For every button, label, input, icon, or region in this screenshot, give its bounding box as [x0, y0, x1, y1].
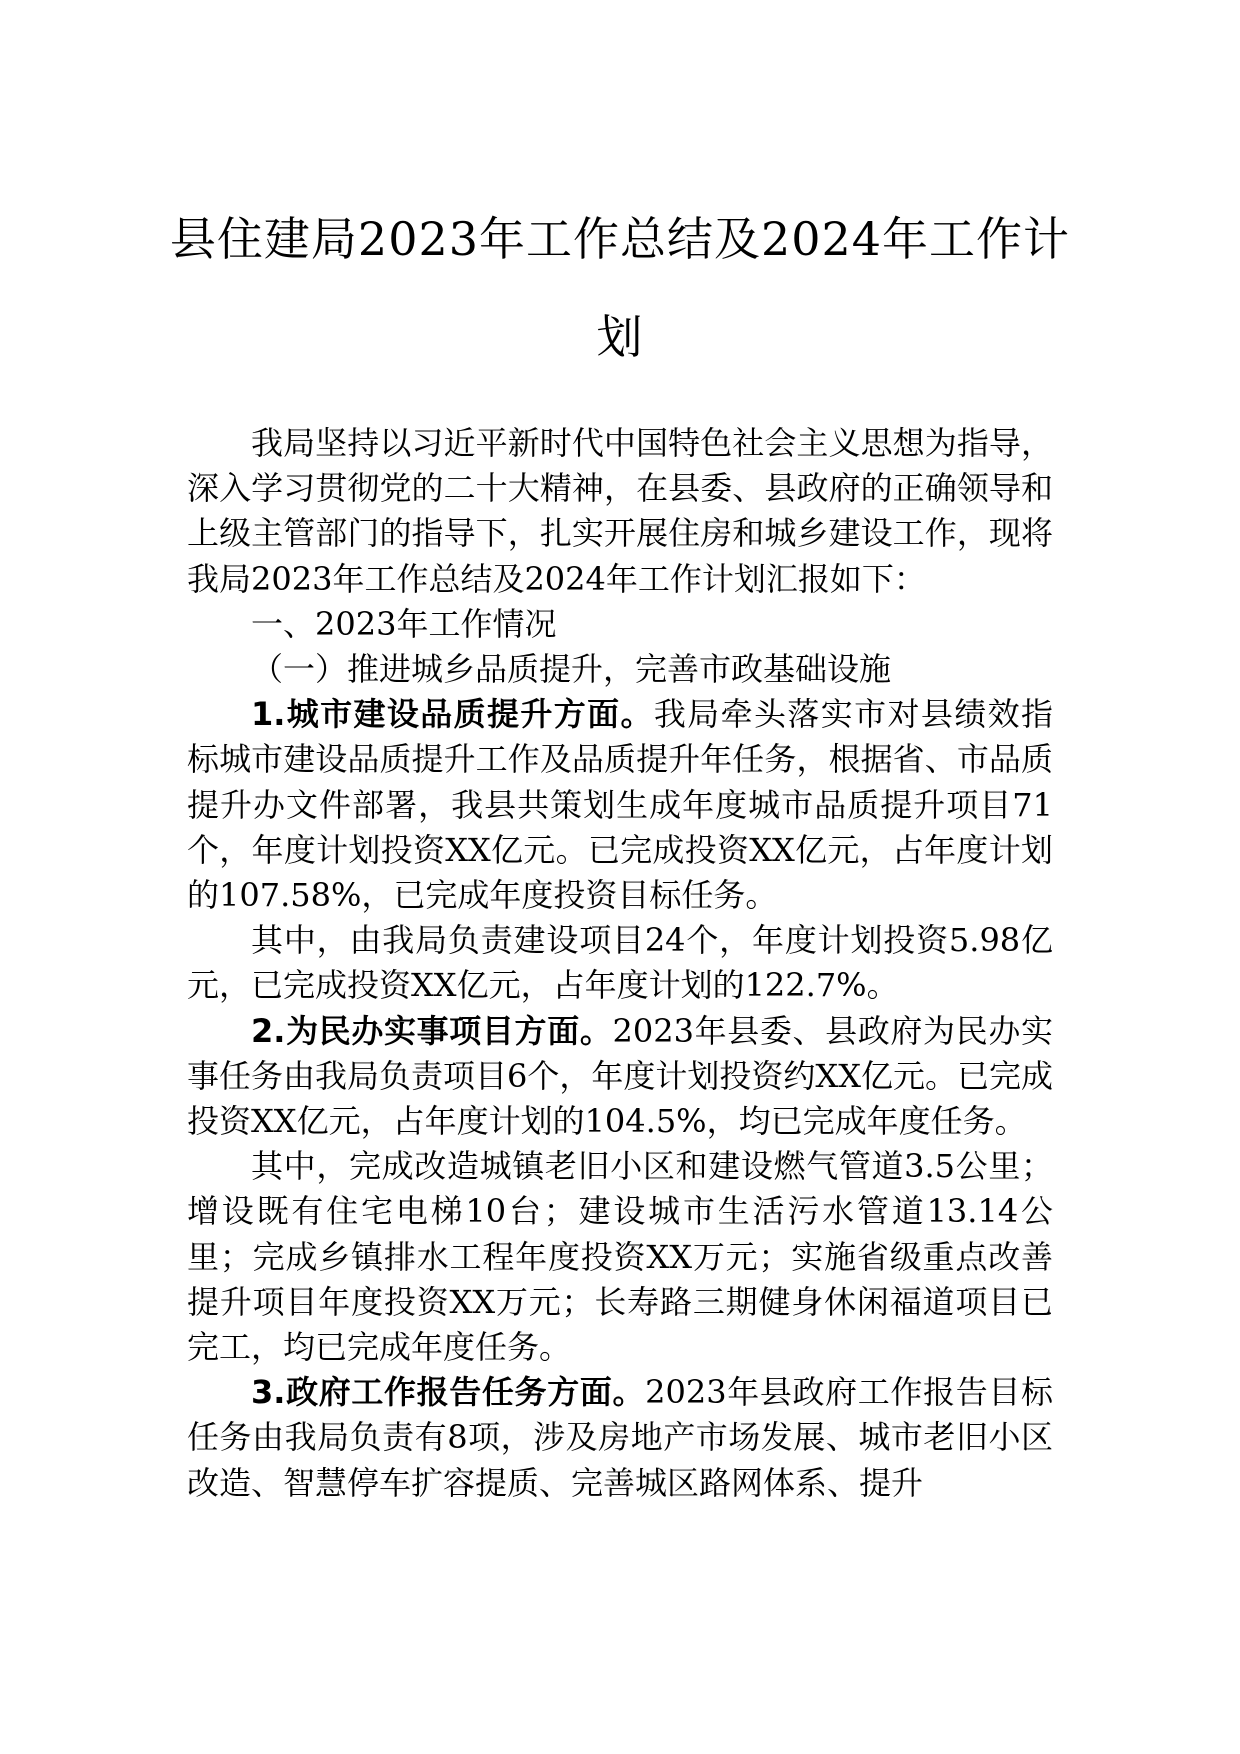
paragraph-item-1	[187, 692, 1053, 918]
document-body	[187, 421, 1053, 1506]
section-heading	[187, 602, 1053, 647]
paragraph-lead: 2.为民办实事项目方面。	[251, 1011, 613, 1050]
paragraph-item-2	[187, 1009, 1053, 1145]
document-title: 县住建局2023年工作总结及2024年工作计划	[169, 212, 1071, 364]
paragraph-text: 我局坚持以习近平新时代中国特色社会主义思想为指导，深入学习贯彻党的二十大精神，在县委、县政府的正确领导和上级主管部门的指导下，扎实开展住房和城乡建设工作，现将我局2023年工作总结及2024年工作计划汇报如下：	[187, 424, 1053, 598]
paragraph-text: 一、2023年工作情况	[251, 604, 557, 643]
paragraph-text: 2023年县政府工作报告目标任务由我局负责有8项，涉及房地产市场发展、城市老旧小区改造、智慧停车扩容提质、完善城区路网体系、提升	[187, 1373, 1053, 1502]
paragraph-lead: 1.城市建设品质提升方面。	[251, 695, 654, 734]
paragraph-text: （一）推进城乡品质提升，完善市政基础设施	[251, 650, 892, 689]
paragraph-item-2-detail	[187, 1144, 1053, 1370]
paragraph-text: 其中，完成改造城镇老旧小区和建设燃气管道3.5公里；增设既有住宅电梯10台；建设城市生活污水管道13.14公里；完成乡镇排水工程年度投资XX万元；实施省级重点改善提升项目年度投资XX万元；长寿路三期健身休闲福道项目已完工，均已完成年度任务。	[187, 1147, 1053, 1367]
paragraph-item-1-detail	[187, 918, 1053, 1008]
paragraph-lead: 3.政府工作报告任务方面。	[251, 1373, 646, 1412]
paragraph-intro	[187, 421, 1053, 602]
paragraph-text: 我局牵头落实市对县绩效指标城市建设品质提升工作及品质提升年任务，根据省、市品质提升办文件部署，我县共策划生成年度城市品质提升项目71个，年度计划投资XX亿元。已完成投资XX亿元，占年度计划的107.58%，已完成年度投资目标任务。	[187, 695, 1053, 915]
paragraph-text: 其中，由我局负责建设项目24个，年度计划投资5.98亿元，已完成投资XX亿元，占年度计划的122.7%。	[187, 921, 1053, 1005]
subsection-heading	[187, 647, 1053, 692]
paragraph-item-3	[187, 1370, 1053, 1506]
paragraph-text: 2023年县委、县政府为民办实事任务由我局负责项目6个，年度计划投资约XX亿元。已完成投资XX亿元，占年度计划的104.5%，均已完成年度任务。	[187, 1011, 1053, 1141]
